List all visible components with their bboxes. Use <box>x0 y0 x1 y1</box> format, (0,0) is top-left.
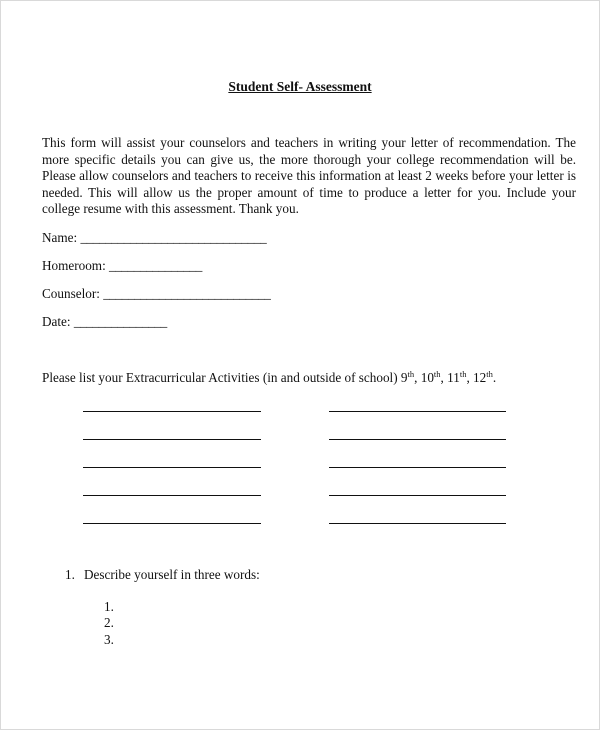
homeroom-field[interactable] <box>42 258 202 274</box>
grade-separator: , <box>414 370 421 385</box>
grade-11-suffix: th <box>459 369 467 379</box>
activity-blank-left-1[interactable] <box>83 411 261 412</box>
date-field[interactable] <box>42 314 167 330</box>
activities-prompt <box>42 369 496 386</box>
name-label: Name: <box>42 230 78 245</box>
name-field[interactable] <box>42 230 266 246</box>
prompt-end: . <box>492 370 497 385</box>
grade-11: 11 <box>447 370 460 385</box>
counselor-blank[interactable]: ___________________________ <box>103 286 271 301</box>
word-item-1: 1. <box>104 599 114 614</box>
activity-blank-right-4[interactable] <box>329 495 506 496</box>
activities-prompt-text: Please list your Extracurricular Activities (in and outside of school) <box>42 370 401 385</box>
grade-12-suffix: th <box>486 369 493 379</box>
name-blank[interactable]: ______________________________ <box>80 230 267 245</box>
word-item-2: 2. <box>104 615 114 630</box>
activity-blank-right-2[interactable] <box>329 439 506 440</box>
activity-blank-right-5[interactable] <box>329 523 506 524</box>
date-label: Date: <box>42 314 71 329</box>
grade-10: 10 <box>420 370 434 385</box>
word-item-3: 3. <box>104 632 114 647</box>
counselor-label: Counselor: <box>42 286 100 301</box>
intro-paragraph: This form will assist your counselors and teachers in writing your letter of recommendation. The more specific details you can give us, the more thorough your college recommendation will be. Please allow counselors and teachers to receive this information at least 2 weeks before your letter is needed. This will allow us the proper amount of time to produce a letter for you. Include your college resume with this assessment. Thank you. <box>42 135 576 217</box>
activity-blank-left-5[interactable] <box>83 523 261 524</box>
activity-blank-left-3[interactable] <box>83 467 261 468</box>
document-title: Student Self- Assessment <box>228 79 372 94</box>
activity-blank-right-3[interactable] <box>329 467 506 468</box>
grade-9-suffix: th <box>407 369 415 379</box>
grade-10-suffix: th <box>433 369 441 379</box>
grade-separator: , <box>466 370 474 385</box>
grade-12: 12 <box>473 370 487 385</box>
date-blank[interactable]: _______________ <box>73 314 167 329</box>
question-1-text: Describe yourself in three words: <box>84 567 260 582</box>
activity-blank-right-1[interactable] <box>329 411 506 412</box>
question-1-number: 1. <box>65 567 75 582</box>
grade-9: 9 <box>400 370 408 385</box>
counselor-field[interactable] <box>42 286 270 302</box>
homeroom-blank[interactable]: _______________ <box>109 258 202 273</box>
activity-blank-left-4[interactable] <box>83 495 261 496</box>
grade-separator: , <box>440 370 448 385</box>
question-1 <box>65 567 260 583</box>
homeroom-label: Homeroom: <box>42 258 106 273</box>
activity-blank-left-2[interactable] <box>83 439 261 440</box>
